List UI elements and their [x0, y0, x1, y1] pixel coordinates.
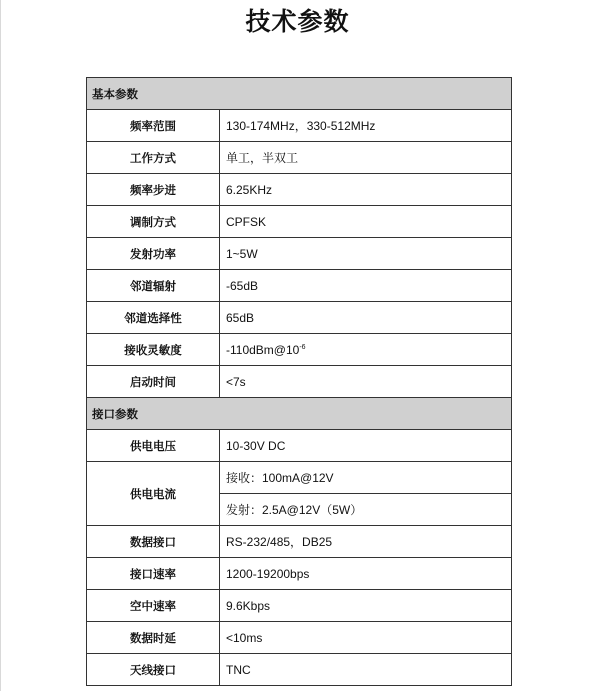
table-row [87, 334, 512, 366]
table-row [87, 654, 512, 686]
spec-table [86, 77, 512, 686]
param-value: 6.25KHz [220, 174, 512, 206]
table-row [87, 270, 512, 302]
param-value: CPFSK [220, 206, 512, 238]
param-value: 1200-19200bps [220, 558, 512, 590]
table-row [87, 238, 512, 270]
section-header-basic [87, 78, 512, 110]
param-value: 接收：100mA@12V [220, 462, 512, 494]
param-value: -65dB [220, 270, 512, 302]
table-row [87, 142, 512, 174]
page-title: 技术参数 [245, 7, 350, 36]
param-label: 空中速率 [87, 590, 220, 622]
param-label: 调制方式 [87, 206, 220, 238]
section-heading: 接口参数 [87, 398, 512, 430]
param-label: 邻道选择性 [87, 302, 220, 334]
page-left-border [0, 0, 1, 691]
param-label: 启动时间 [87, 366, 220, 398]
table-row [87, 366, 512, 398]
param-label: 供电电流 [87, 462, 220, 526]
section-heading: 基本参数 [87, 78, 512, 110]
param-label: 接收灵敏度 [87, 334, 220, 366]
table-row [87, 174, 512, 206]
param-label: 供电电压 [87, 430, 220, 462]
table-row [87, 430, 512, 462]
param-value: 65dB [220, 302, 512, 334]
table-row [87, 206, 512, 238]
param-value: 9.6Kbps [220, 590, 512, 622]
param-value: 单工，半双工 [220, 142, 512, 174]
param-value: 130-174MHz，330-512MHz [220, 110, 512, 142]
param-label: 发射功率 [87, 238, 220, 270]
table-row [87, 302, 512, 334]
param-value: 发射：2.5A@12V（5W） [220, 494, 512, 526]
param-label: 接口速率 [87, 558, 220, 590]
section-header-interface [87, 398, 512, 430]
param-value [220, 334, 512, 366]
table-row [87, 590, 512, 622]
table-row [87, 526, 512, 558]
table-row [87, 622, 512, 654]
param-value: <10ms [220, 622, 512, 654]
value-exponent: -6 [299, 343, 306, 351]
param-value: <7s [220, 366, 512, 398]
param-value: 10-30V DC [220, 430, 512, 462]
param-label: 邻道辐射 [87, 270, 220, 302]
param-value: TNC [220, 654, 512, 686]
param-value: RS-232/485，DB25 [220, 526, 512, 558]
param-label: 频率范围 [87, 110, 220, 142]
param-label: 数据接口 [87, 526, 220, 558]
param-label: 天线接口 [87, 654, 220, 686]
value-text: -110dBm@10 [226, 342, 300, 357]
param-label: 数据时延 [87, 622, 220, 654]
table-row [87, 462, 512, 494]
param-value: 1~5W [220, 238, 512, 270]
param-label: 工作方式 [87, 142, 220, 174]
table-row [87, 110, 512, 142]
param-label: 频率步进 [87, 174, 220, 206]
table-row [87, 558, 512, 590]
